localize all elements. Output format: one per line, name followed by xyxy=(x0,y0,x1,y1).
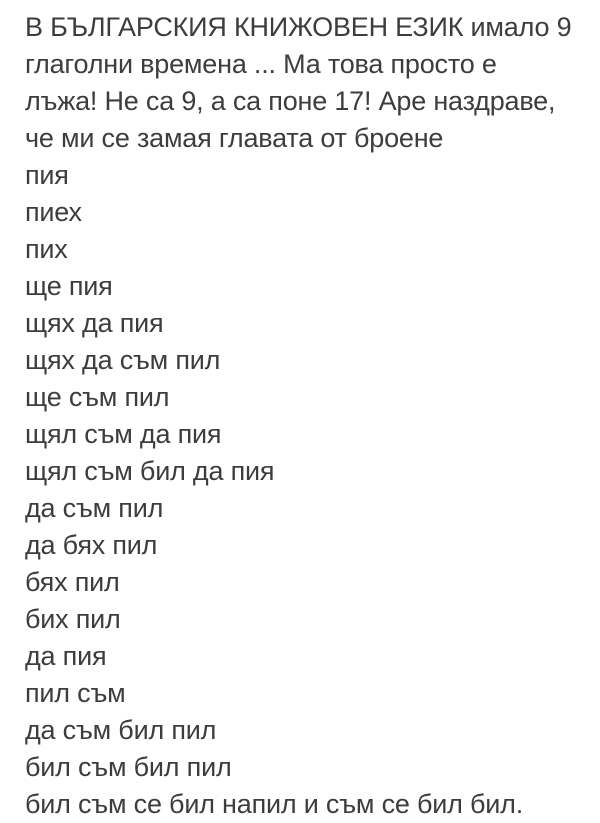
verb-form-line: да бях пил xyxy=(25,530,158,560)
verb-form-line: пил съм xyxy=(25,678,126,708)
verb-form-line: бих пил xyxy=(25,604,121,634)
verb-form-line: бил съм се бил напил и съм се бил бил. xyxy=(25,789,523,819)
verb-form-line: щял съм да пия xyxy=(25,419,222,449)
intro-line: че ми се замая главата от броене xyxy=(25,123,444,153)
verb-form-line: ще пия xyxy=(25,271,113,301)
verb-form-line: пия xyxy=(25,160,69,190)
verb-form-line: пих xyxy=(25,234,68,264)
verb-form-line: щял съм бил да пия xyxy=(25,456,275,486)
intro-line: лъжа! Не са 9, а са поне 17! Аре наздраве, xyxy=(25,86,556,116)
verb-form-line: щях да съм пил xyxy=(25,345,221,375)
verb-form-line: бях пил xyxy=(25,567,120,597)
verb-form-line: да пия xyxy=(25,641,107,671)
verb-form-line: ще съм пил xyxy=(25,382,170,412)
intro-line: В БЪЛГАРСКИЯ КНИЖОВЕН ЕЗИК имало 9 xyxy=(25,12,572,42)
intro-line: глаголни времена ... Ма това просто е xyxy=(25,49,497,79)
verb-form-line: бил съм бил пил xyxy=(25,752,232,782)
verb-form-line: щях да пия xyxy=(25,308,164,338)
verb-form-line: да съм пил xyxy=(25,493,164,523)
verb-form-line: пиех xyxy=(25,197,82,227)
verb-form-line: да съм бил пил xyxy=(25,715,217,745)
